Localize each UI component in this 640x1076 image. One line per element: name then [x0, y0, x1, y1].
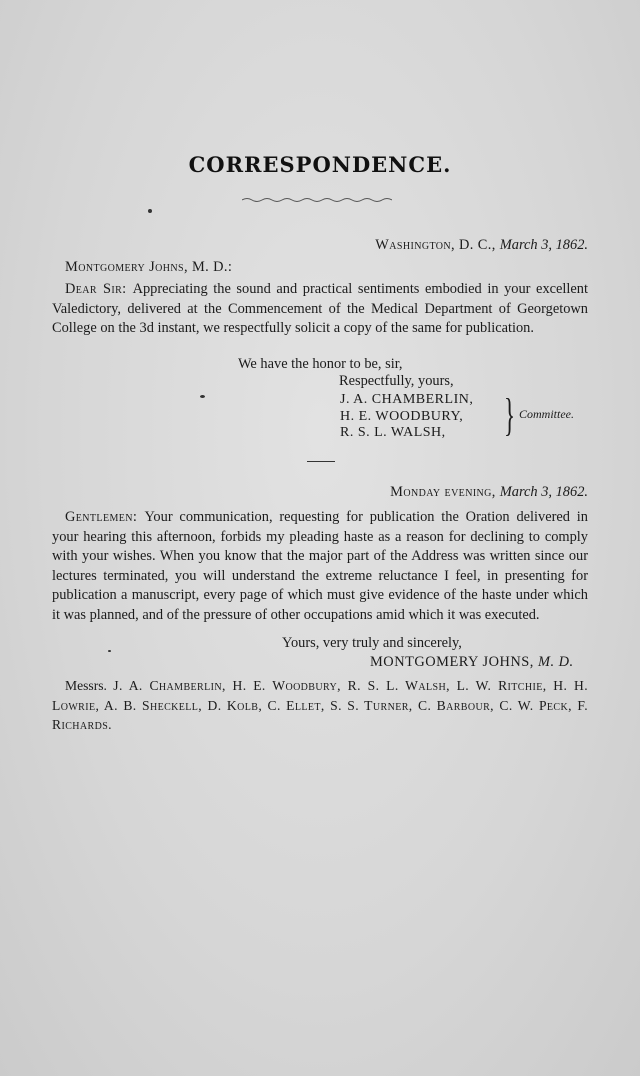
section-rule: [307, 461, 335, 462]
letter-one-date: March 3, 1862.: [499, 237, 588, 253]
signer-2: H. E. WOODBURY,: [340, 408, 464, 424]
letter-one-salutation: Dear Sir:: [65, 281, 133, 297]
messrs-label: Messrs.: [65, 678, 114, 693]
author-signature: [370, 653, 574, 673]
signature-title: M. D.: [537, 654, 574, 670]
signer-1: J. A. CHAMBERLIN,: [340, 392, 474, 407]
letter-two-dateline-prefix: Monday evening,: [390, 484, 500, 500]
ink-speck: [108, 650, 111, 652]
letter-two-date: March 3, 1862.: [499, 484, 588, 500]
letter-one-honor-line: We have the honor to be, sir,: [238, 356, 403, 372]
messrs-names: J. A. Chamberlin, H. E. Woodbury, R. S. L. Walsh, L. W. Ritchie, H. H. Lowrie, A. B. Sheckell, D. Kolb, C. Ellet, S. S. Turner, C. Barbour, C. W. Peck, F. Richards.: [52, 678, 588, 732]
committee-label: Committee.: [519, 407, 574, 421]
ink-speck: [200, 395, 205, 398]
letter-one-place: Washington, D. C.,: [375, 237, 500, 253]
ornamental-divider: [242, 196, 392, 204]
letter-two-body: Your communication, requesting for publication the Oration delivered in your hearing this afternoon, forbids my pleading haste as a reason for declining to comply with your wishes. When you know that the major part of the Address was written since our lectures terminated, you will understand the extreme reluctance I feel, in presenting for publication a manuscript, every page of which must give evidence of the haste under which it was planned, and of the pressure of other occupations amid which it was executed.: [52, 509, 588, 623]
letter-one-addressee: Montgomery Johns, M. D.:: [65, 259, 233, 275]
signature-name: MONTGOMERY JOHNS,: [370, 654, 538, 670]
letter-two-body-paragraph: [52, 508, 588, 625]
brace-icon: }: [504, 389, 516, 440]
signer-3: R. S. L. WALSH,: [340, 425, 446, 440]
recipients-list: [52, 676, 588, 735]
committee-signature-block: [340, 389, 574, 442]
page-title: CORRESPONDENCE.: [188, 152, 452, 177]
ink-speck: [148, 209, 152, 213]
letter-two-dateline: [390, 483, 588, 503]
letter-one-dateline: [375, 236, 588, 256]
letter-two-closing: Yours, very truly and sincerely,: [282, 635, 462, 651]
letter-one-closing: Respectfully, yours,: [339, 373, 454, 389]
letter-two-salutation: Gentlemen:: [65, 509, 145, 525]
letter-one-body: Appreciating the sound and practical sentiments embodied in your excellent Valedictory, delivered at the Commencement of the Medical Department of Georgetown College on the 3d instant, we respectfully solicit a copy of the same for publication.: [52, 281, 588, 336]
letter-one-body-paragraph: [52, 280, 588, 339]
